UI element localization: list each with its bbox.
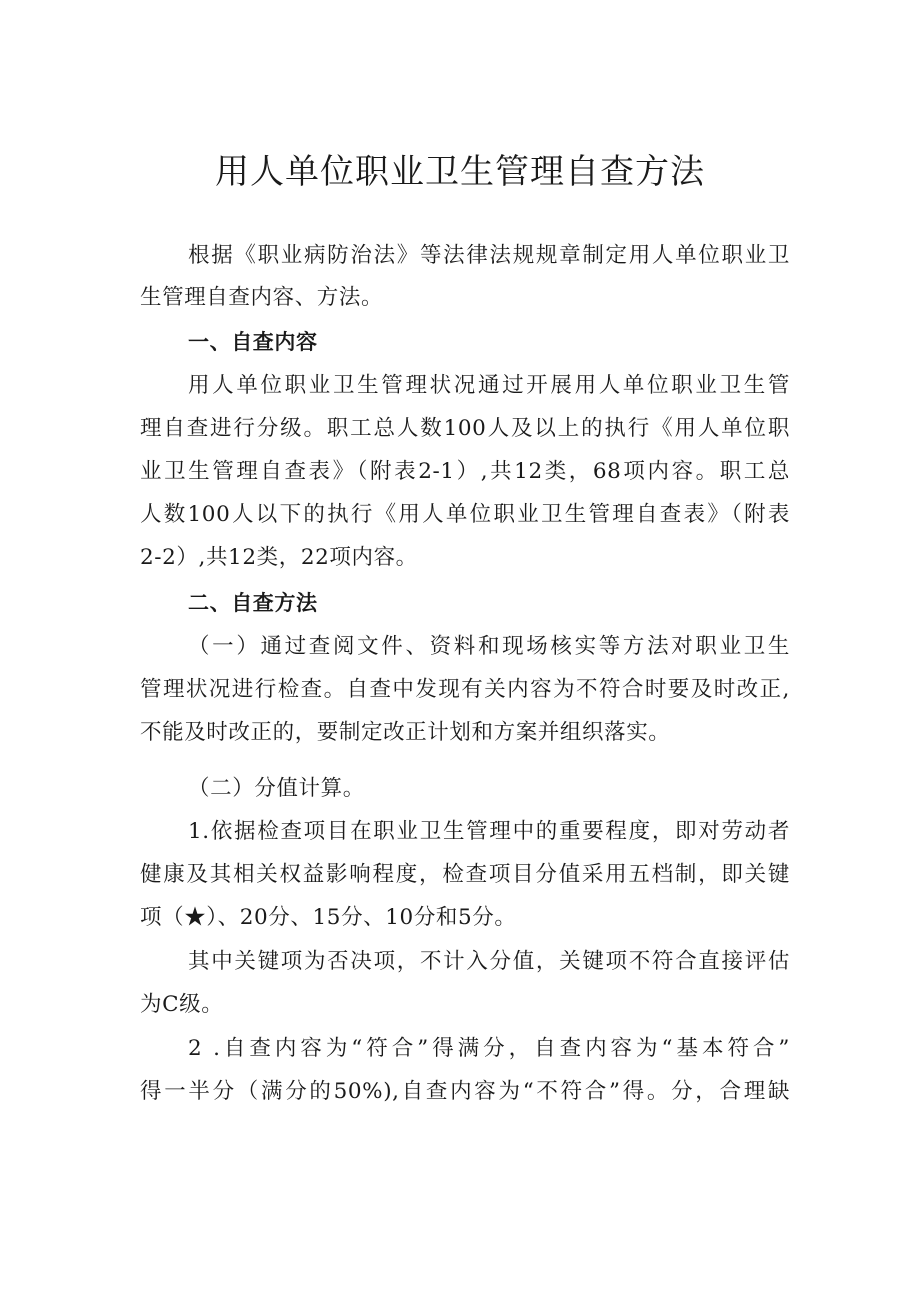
paragraph-content-line-4: 人数100人以下的执行《用人单位职业卫生管理自查表》（附表 (140, 502, 790, 527)
paragraph-method-1-line-2: 管理状况进行检查。自查中发现有关内容为不符合时要及时改正, (140, 677, 790, 702)
paragraph-key-item-line-1: 其中关键项为否决项，不计入分值，关键项不符合直接评估 (188, 949, 790, 974)
paragraph-content-line-5: 2-2）,共12类，22项内容。 (140, 545, 418, 570)
paragraph-score-2-line-1: 2 .自查内容为“符合”得满分，自查内容为“基本符合” (188, 1036, 790, 1061)
document-title: 用人单位职业卫生管理自查方法 (215, 152, 705, 192)
paragraph-score-heading: （二）分值计算。 (188, 776, 365, 801)
paragraph-score-1-line-3: 项（★）、20分、15分、10分和5分。 (140, 905, 517, 930)
paragraph-score-1-line-1: 1.依据检查项目在职业卫生管理中的重要程度，即对劳动者 (188, 819, 790, 844)
section-heading-content: 一、自查内容 (188, 330, 318, 354)
section-heading-method: 二、自查方法 (188, 591, 318, 615)
paragraph-score-1-line-2: 健康及其相关权益影响程度，检查项目分值采用五档制，即关键 (140, 862, 790, 887)
paragraph-content-line-2: 理自查进行分级。职工总人数100人及以上的执行《用人单位职 (140, 416, 790, 441)
paragraph-content-line-1: 用人单位职业卫生管理状况通过开展用人单位职业卫生管 (188, 373, 790, 398)
paragraph-key-item-line-2: 为C级。 (140, 992, 224, 1017)
paragraph-intro-line-2: 生管理自查内容、方法。 (140, 285, 384, 310)
paragraph-method-1-line-1: （一）通过查阅文件、资料和现场核实等方法对职业卫生 (188, 634, 790, 659)
paragraph-method-1-line-3: 不能及时改正的，要制定改正计划和方案并组织落实。 (140, 720, 671, 745)
paragraph-intro-line-1: 根据《职业病防治法》等法律法规规章制定用人单位职业卫 (188, 243, 790, 268)
paragraph-score-2-line-2: 得一半分（满分的50%),自查内容为“不符合”得。分，合理缺 (140, 1079, 790, 1104)
paragraph-content-line-3: 业卫生管理自查表》（附表2-1）,共12类，68项内容。职工总 (140, 459, 790, 484)
